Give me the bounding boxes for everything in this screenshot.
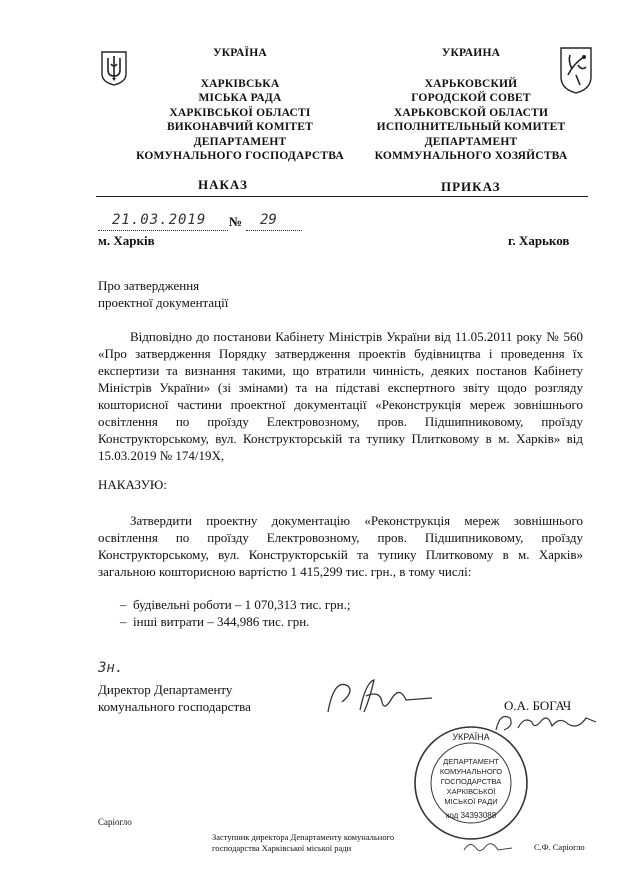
signer-name: О.А. БОГАЧ (504, 698, 572, 713)
stamp-line: ДЕПАРТАМЕНТ (443, 757, 499, 766)
footer-name: С.Ф. Саріогло (534, 842, 585, 852)
stamp-code: код 34393088 (445, 811, 497, 820)
number-underline (246, 230, 302, 231)
director-signature (320, 672, 440, 722)
directive: НАКАЗУЮ: (98, 477, 167, 492)
header-right-line: КОММУНАЛЬНОГО ХОЗЯЙСТВА (374, 150, 568, 162)
footer-signature (460, 836, 516, 858)
header-left-line: МІСЬКА РАДА (198, 92, 282, 104)
official-stamp (412, 724, 530, 842)
order-date: 21.03.2019 (112, 212, 207, 228)
subject-line: Про затвердження (98, 278, 200, 293)
stamp-line: ХАРКІВСЬКОЇ (446, 787, 496, 796)
stamp-line: КОМУНАЛЬНОГО (439, 767, 503, 776)
cost-items-list (120, 596, 350, 630)
header-right-line: ГОРОДСКОЙ СОВЕТ (411, 92, 531, 104)
header-right-line: ДЕПАРТАМЕНТ (424, 135, 518, 148)
header-left-line: ХАРКІВСЬКОЇ ОБЛАСТІ (169, 106, 311, 119)
header-right (360, 46, 582, 164)
header-left-line: ХАРКІВСЬКА (200, 77, 280, 90)
approval-paragraph: Затвердити проектну документацію «Реконструкція мереж зовнішнього освітлення по проїзду Електровозному, пров. Підшипниковому, проїзду Конструкторському, вул. Конструкторській та тупику Плитковому в м. Харків» загальною кошторисною вартістю 1 415,299 тис. грн., в тому числі: (98, 513, 583, 579)
signer-position (98, 681, 251, 715)
signer-position-line: Директор Департаменту (98, 682, 233, 697)
footer-line: Заступник директора Департаменту комунального (212, 832, 395, 842)
subject-line: проектної документації (98, 295, 229, 310)
stamp-country: УКРАЇНА (452, 732, 490, 742)
stamp-line: МІСЬКОЇ РАДИ (444, 797, 498, 806)
header-right-line: ИСПОЛНИТЕЛЬНЫЙ КОМИТЕТ (376, 121, 566, 133)
header-right-line: ХАРЬКОВСКИЙ (424, 77, 518, 90)
subject (98, 277, 228, 311)
list-item: – будівельні роботи – 1 070,313 тис. грн.; (120, 597, 351, 612)
order-number: 29 (260, 212, 277, 228)
header-left (120, 46, 360, 164)
header-divider (96, 196, 588, 197)
header-left-line: ДЕПАРТАМЕНТ (193, 135, 287, 148)
header-right-line: ХАРЬКОВСКОЙ ОБЛАСТИ (393, 106, 549, 119)
stamp-line: ГОСПОДАРСТВА (440, 777, 502, 786)
city-ru: г. Харьков (508, 233, 570, 248)
city-ua: м. Харків (98, 233, 155, 248)
header-left-line: КОМУНАЛЬНОГО ГОСПОДАРСТВА (136, 150, 344, 162)
copy-note: Саріогло (98, 817, 132, 827)
order-title-ua: НАКАЗ (198, 177, 248, 192)
date-underline (98, 230, 228, 231)
footer-line: господарства Харківської міської ради (212, 843, 352, 853)
header-left-line: ВИКОНАВЧИЙ КОМІТЕТ (166, 121, 314, 133)
list-item: – інші витрати – 344,986 тис. грн. (120, 614, 310, 629)
number-sign: № (229, 214, 243, 229)
order-title-ru: ПРИКАЗ (441, 179, 501, 194)
header-left-country: УКРАЇНА (213, 47, 267, 59)
preamble-paragraph: Відповідно до постанови Кабінету Міністрів України від 11.05.2011 року № 560 «Про затвердження Порядку затвердження проектів будівництва і проведення їх експертизи та визнання такими, що втратили чинність, деяких постанов Кабінету Міністрів України» (зі змінами) та на підставі експертного звіту щодо розгляду кошторисної частини проектної документації «Реконструкція мереж зовнішнього освітлення по проїзду Електровозному, пров. Підшипниковому, проїзду Конструкторському, вул. Конструкторській та тупику Плитковому в м. Харків» від 15.03.2019 № 174/19Х, (98, 329, 583, 463)
header-right-country: УКРАИНА (441, 47, 501, 59)
sign-note: Зн. (98, 660, 124, 676)
signer-position-line: комунального господарства (98, 699, 251, 714)
footer-text (212, 832, 394, 854)
